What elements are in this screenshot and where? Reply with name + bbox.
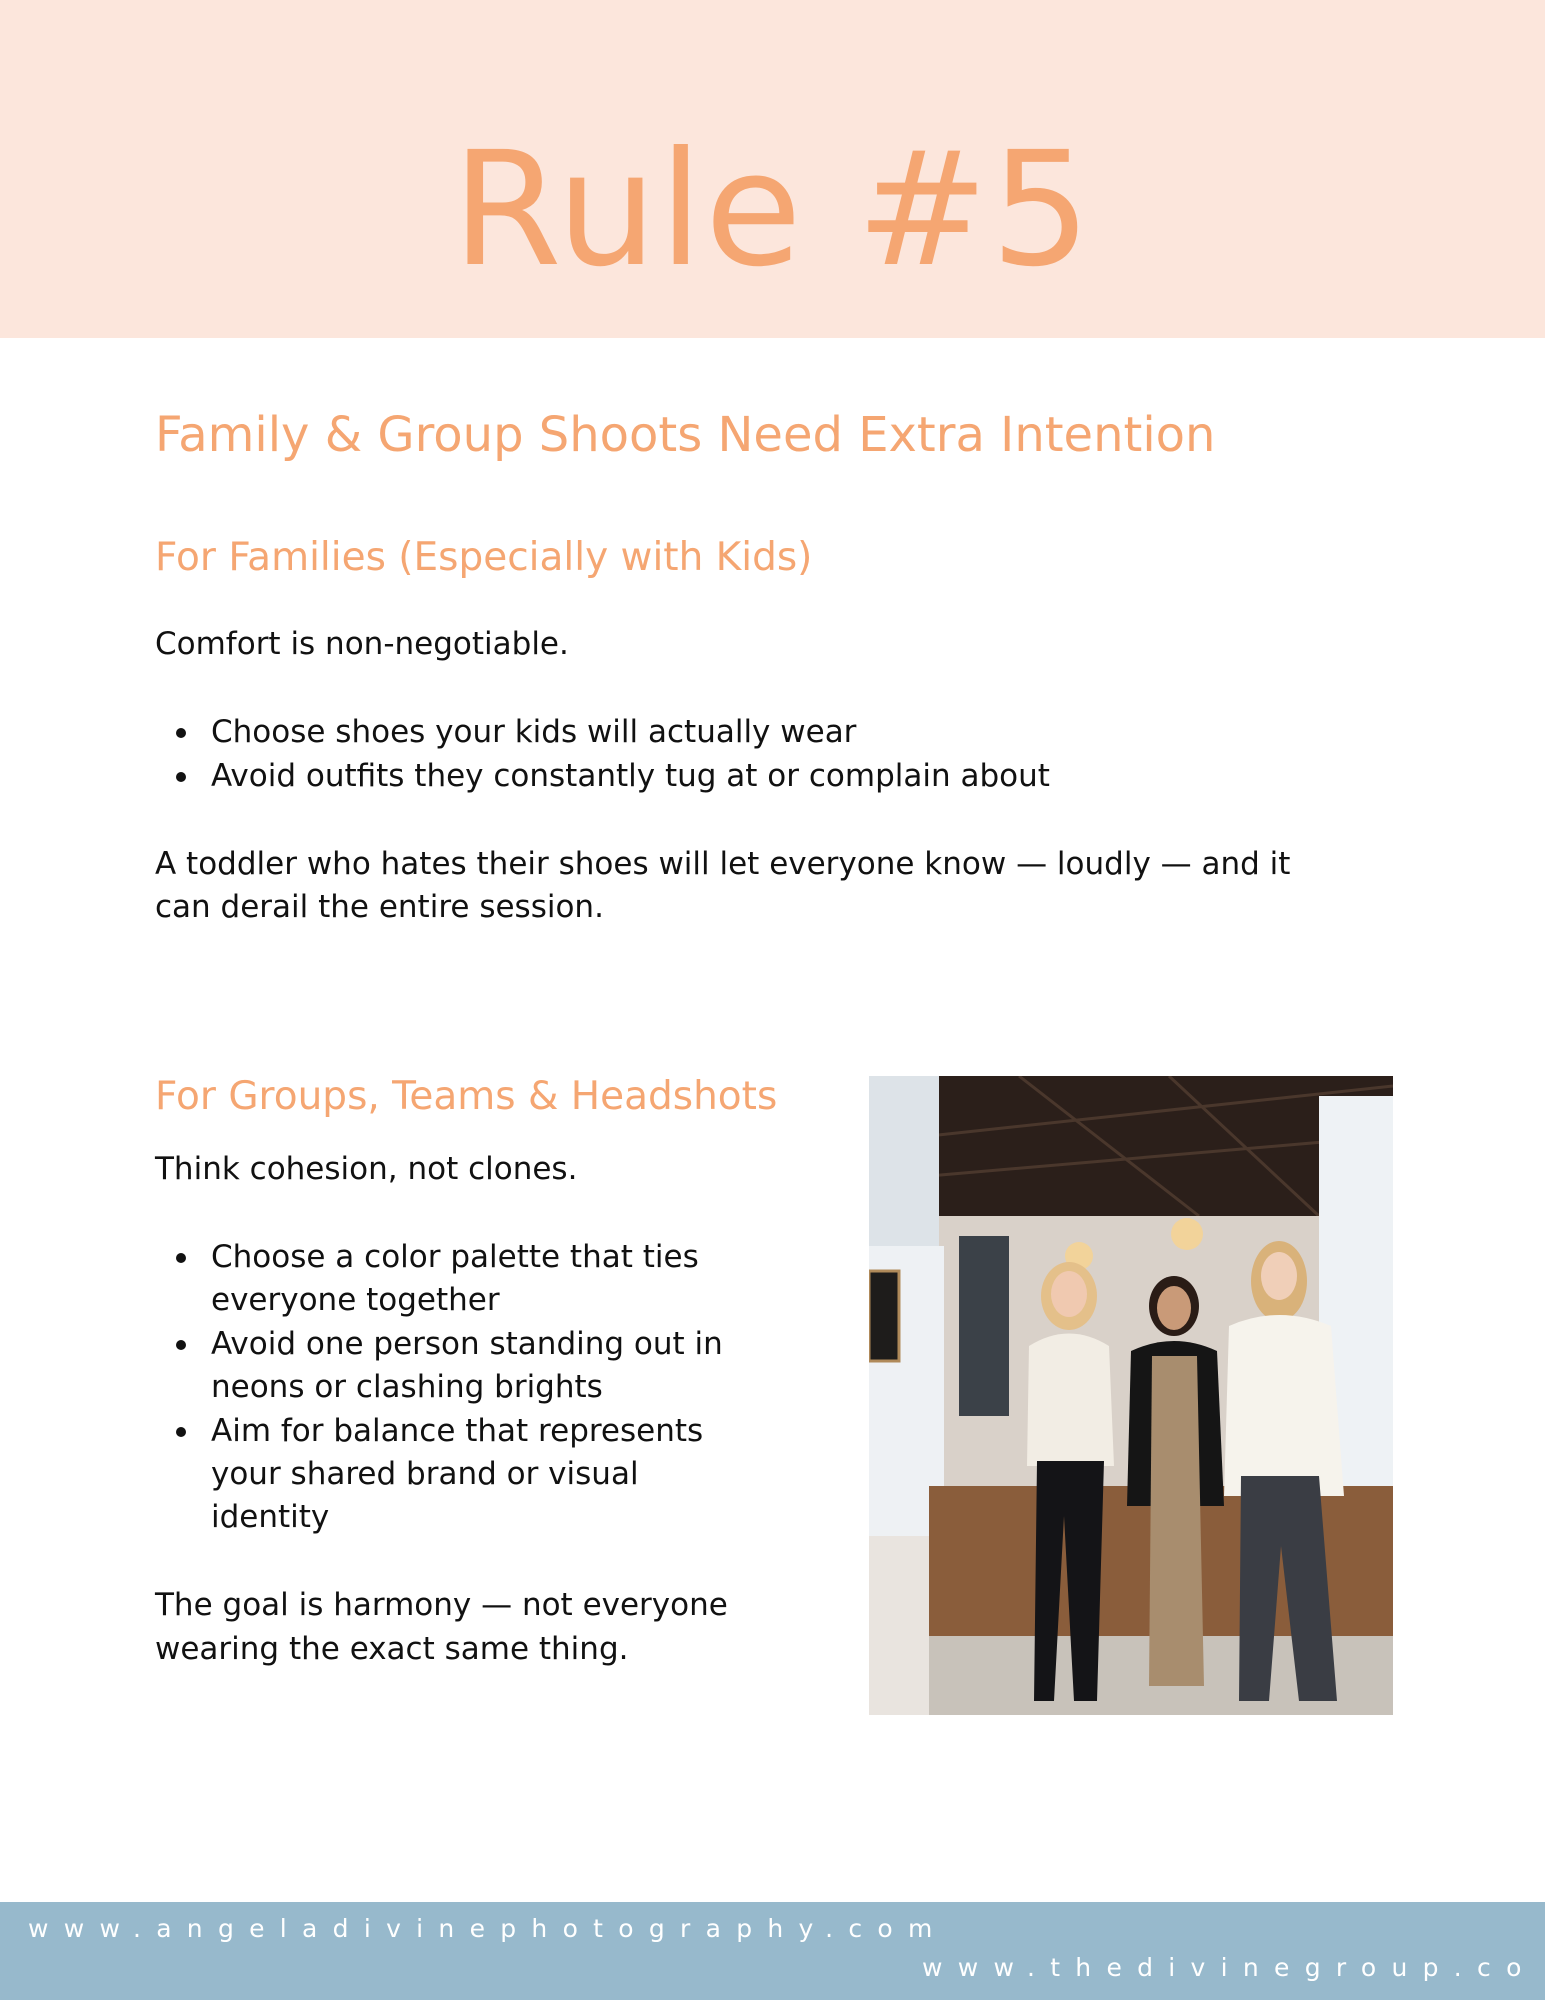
bullet-dot: [176, 1340, 186, 1350]
footer-bar: [0, 1902, 1545, 2000]
families-bullet: Avoid outfits they constantly tug at or complain about: [211, 758, 1050, 794]
bullet-dot: [176, 728, 186, 738]
groups-intro: Think cohesion, not clones.: [155, 1151, 578, 1187]
groups-heading: For Groups, Teams & Headshots: [155, 1074, 778, 1119]
groups-bullet: everyone together: [211, 1282, 500, 1318]
groups-bullet: Choose a color palette that ties: [211, 1239, 699, 1275]
families-closing-line: can derail the entire session.: [155, 889, 604, 925]
families-bullet: Choose shoes your kids will actually wear: [211, 714, 857, 750]
families-heading: For Families (Especially with Kids): [155, 535, 813, 580]
groups-closing-line: wearing the exact same thing.: [155, 1631, 629, 1667]
bullet-dot: [176, 772, 186, 782]
section-heading: Family & Group Shoots Need Extra Intention: [155, 407, 1216, 463]
bullet-dot: [176, 1427, 186, 1437]
groups-bullet: neons or clashing brights: [211, 1369, 603, 1405]
families-closing-line: A toddler who hates their shoes will let everyone know — loudly — and it: [155, 846, 1291, 882]
team-photo: [869, 1076, 1393, 1715]
groups-bullet: Aim for balance that represents: [211, 1413, 704, 1449]
footer-link-divinegroup[interactable]: www.thedivinegroup.co: [922, 1953, 1537, 1982]
families-intro: Comfort is non-negotiable.: [155, 626, 569, 662]
groups-closing-line: The goal is harmony — not everyone: [155, 1587, 728, 1623]
header-band: [0, 0, 1545, 338]
groups-bullet: identity: [211, 1499, 330, 1535]
groups-bullet: Avoid one person standing out in: [211, 1326, 723, 1362]
bullet-dot: [176, 1253, 186, 1263]
page-title: Rule #5: [451, 118, 1094, 302]
footer-link-photography[interactable]: www.angeladivinephotography.com: [28, 1914, 948, 1943]
groups-bullet: your shared brand or visual: [211, 1456, 639, 1492]
